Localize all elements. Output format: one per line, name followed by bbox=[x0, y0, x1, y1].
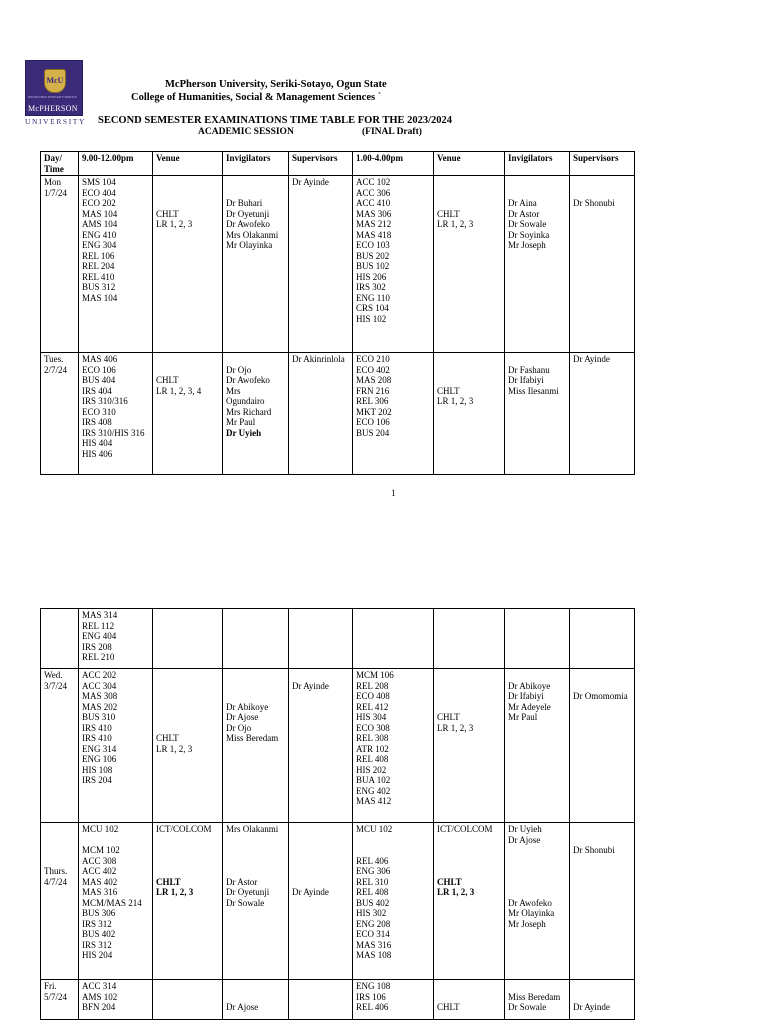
am-venue-ict: ICT/COLCOM bbox=[156, 824, 212, 834]
cell-line: ENG 304 bbox=[82, 240, 117, 250]
cell-line: Dr Uyieh bbox=[226, 427, 262, 438]
cell-line: IRS 408 bbox=[82, 417, 112, 427]
header-venue-am: Venue bbox=[153, 152, 223, 176]
cell-line: IRS 208 bbox=[82, 641, 112, 652]
am-venue-main bbox=[156, 877, 219, 898]
am-invigilators bbox=[223, 980, 289, 1020]
cell-line: BUS 102 bbox=[356, 261, 390, 271]
cell-line: CHLT bbox=[156, 375, 179, 385]
cell-line: ECO 314 bbox=[356, 929, 390, 939]
logo-subname: UNIVERSITY bbox=[25, 117, 86, 126]
cell-line: MCM 102 bbox=[82, 845, 120, 855]
cell-line: CHLT bbox=[437, 385, 460, 396]
cell-line: Mr Paul bbox=[226, 417, 256, 427]
cell-line: Dr Awofeko bbox=[226, 219, 270, 229]
cell-line: Miss Beredam bbox=[226, 733, 279, 743]
pm-invigilators-main bbox=[508, 898, 566, 930]
timetable-page-2 bbox=[40, 608, 635, 1020]
am-venue bbox=[153, 823, 223, 980]
cell-line: ENG 404 bbox=[82, 631, 117, 641]
table-row-monday bbox=[41, 176, 635, 353]
cell-line: Dr Fashanu bbox=[508, 364, 550, 375]
cell-line: Mr Olayinka bbox=[226, 240, 273, 250]
empty-cell bbox=[153, 609, 223, 669]
cell-line: ENG 108 bbox=[356, 981, 391, 991]
cell-line: IRS 312 bbox=[82, 939, 112, 950]
cell-line: HIS 202 bbox=[356, 764, 387, 775]
cell-line: 1/7/24 bbox=[44, 187, 68, 198]
cell-line: Dr Ifabiyi bbox=[508, 691, 544, 701]
empty-cell bbox=[41, 609, 79, 669]
cell-line: Dr Shonubi bbox=[573, 198, 615, 208]
pm-supervisors bbox=[570, 823, 635, 980]
cell-line: Miss Ilesanmi bbox=[508, 385, 559, 396]
cell-line: MAS 104 bbox=[82, 208, 118, 219]
cell-line: 2/7/24 bbox=[44, 364, 68, 375]
cell-line: ECO 106 bbox=[356, 417, 390, 427]
cell-line: HIS 406 bbox=[82, 448, 113, 459]
cell-line: ENG 314 bbox=[82, 743, 117, 754]
cell-line: Mr Joseph bbox=[508, 240, 546, 250]
table-row-friday bbox=[41, 980, 635, 1020]
cell-line: MCU 102 bbox=[82, 824, 119, 834]
cell-line: Dr Ajose bbox=[508, 834, 541, 845]
cell-line: Dr Astor bbox=[226, 876, 258, 887]
cell-line: MAS 212 bbox=[356, 219, 392, 229]
am-courses bbox=[79, 176, 153, 353]
logo-name: McPHERSON bbox=[28, 104, 78, 113]
cell-line: HIS 206 bbox=[356, 271, 387, 282]
cell-line: AMS 104 bbox=[82, 219, 118, 229]
cell-line: REL 308 bbox=[356, 733, 389, 743]
am-supervisors bbox=[289, 176, 353, 353]
cell-line: Dr Soyinka bbox=[508, 229, 550, 240]
table-row-wednesday bbox=[41, 669, 635, 823]
pm-venue-ict: ICT/COLCOM bbox=[437, 824, 493, 834]
am-venue bbox=[153, 669, 223, 823]
cell-line: LR 1, 2, 3 bbox=[156, 887, 194, 897]
cell-line: HIS 304 bbox=[356, 712, 387, 722]
cell-line: Dr Ajose bbox=[226, 1002, 259, 1012]
cell-line: HIS 102 bbox=[356, 313, 387, 324]
cell-line: ECO 103 bbox=[356, 240, 390, 250]
shield-icon bbox=[44, 69, 66, 93]
am-invigilators bbox=[223, 353, 289, 475]
cell-line: Ogundairo bbox=[226, 396, 265, 406]
cell-line: ACC 410 bbox=[356, 198, 391, 208]
cell-line: MAS 314 bbox=[82, 610, 118, 620]
day-cell bbox=[41, 669, 79, 823]
cell-line: ACC 402 bbox=[82, 866, 117, 876]
cell-line: IRS 410 bbox=[82, 733, 112, 743]
empty-cell bbox=[289, 609, 353, 669]
cell-line: Dr Shonubi bbox=[573, 845, 615, 855]
cell-line: REL 406 bbox=[356, 855, 389, 866]
cell-line: REL 106 bbox=[82, 250, 115, 261]
cell-line: ACC 314 bbox=[82, 981, 117, 991]
am-invigilators-main bbox=[226, 877, 285, 909]
cell-line: LR 1, 2, 3 bbox=[437, 887, 475, 897]
pm-courses bbox=[353, 176, 434, 353]
cell-line: Thurs. bbox=[44, 866, 68, 876]
cell-line: Dr Abikoye bbox=[508, 680, 551, 691]
cell-line: ECO 210 bbox=[356, 354, 390, 364]
cell-line: LR 1, 2, 3, 4 bbox=[156, 385, 202, 396]
document-title: SECOND SEMESTER EXAMINATIONS TIME TABLE FOR THE 2023/2024 bbox=[98, 115, 453, 126]
cell-line: Dr Oyetunji bbox=[226, 208, 270, 219]
pm-courses bbox=[353, 353, 434, 475]
cell-line: BUS 202 bbox=[356, 250, 390, 261]
university-logo bbox=[25, 60, 86, 126]
header-am: 9.00-12.00pm bbox=[79, 152, 153, 176]
header-pm: 1.00-4.00pm bbox=[353, 152, 434, 176]
cell-line: REL 204 bbox=[82, 261, 115, 271]
cell-line: IRS 106 bbox=[356, 991, 386, 1002]
cell-line: HIS 204 bbox=[82, 950, 113, 960]
cell-line: REL 408 bbox=[356, 887, 389, 897]
pm-venue bbox=[434, 353, 505, 475]
cell-line: IRS 410 bbox=[82, 722, 112, 733]
cell-line: ECO 310 bbox=[82, 406, 116, 417]
session-label: ACADEMIC SESSION bbox=[198, 127, 294, 137]
cell-line: Dr Ojo bbox=[226, 722, 252, 733]
cell-line: Dr Buhari bbox=[226, 198, 263, 208]
timetable-page-1 bbox=[40, 151, 635, 475]
cell-line: CHLT bbox=[437, 712, 460, 722]
pm-invigilators bbox=[505, 823, 570, 980]
day-cell bbox=[41, 823, 79, 980]
cell-line: MAS 316 bbox=[82, 887, 118, 897]
cell-line: Dr Sowale bbox=[508, 219, 547, 229]
pm-courses bbox=[353, 980, 434, 1020]
header-row bbox=[41, 152, 635, 176]
cell-line: HIS 302 bbox=[356, 908, 387, 918]
cell-line: 5/7/24 bbox=[44, 991, 68, 1002]
cell-line: REL 210 bbox=[82, 652, 115, 662]
cell-line: BUS 306 bbox=[82, 908, 116, 918]
pm-supervisors bbox=[570, 176, 635, 353]
cell-line: 4/7/24 bbox=[44, 876, 68, 887]
cell-line: Wed. bbox=[44, 670, 63, 680]
am-courses bbox=[79, 980, 153, 1020]
empty-cell bbox=[353, 609, 434, 669]
header-invigilators-pm: Invigilators bbox=[505, 152, 570, 176]
cell-line: MCU 102 bbox=[356, 824, 393, 834]
cell-line: Dr Ayinde bbox=[292, 680, 329, 691]
cell-line: MAS 418 bbox=[356, 229, 392, 240]
cell-line: REL 112 bbox=[82, 620, 115, 631]
cell-line: Dr Ojo bbox=[226, 364, 252, 375]
cell-line: REL 306 bbox=[356, 396, 389, 406]
am-venue bbox=[153, 353, 223, 475]
crest-emblem bbox=[25, 60, 83, 116]
college-name: College of Humanities, Social & Management Sciences ` bbox=[131, 92, 382, 103]
cell-line: MAS 402 bbox=[82, 876, 118, 887]
day-cell bbox=[41, 176, 79, 353]
cell-line: BUS 402 bbox=[356, 897, 390, 908]
cell-line: MAS 316 bbox=[356, 939, 392, 950]
cell-line: BUS 204 bbox=[356, 427, 390, 438]
am-courses bbox=[79, 823, 153, 980]
pm-supervisors bbox=[570, 980, 635, 1020]
am-invigilators bbox=[223, 176, 289, 353]
cell-line: Dr Aina bbox=[508, 198, 537, 208]
cell-line: IRS 204 bbox=[82, 775, 112, 785]
pm-invigilators bbox=[505, 353, 570, 475]
cell-line: 3/7/24 bbox=[44, 680, 68, 691]
cell-line: LR 1, 2, 3 bbox=[437, 396, 474, 406]
cell-line: BUS 310 bbox=[82, 712, 116, 722]
cell-line: REL 412 bbox=[356, 701, 389, 712]
pm-invigilators bbox=[505, 176, 570, 353]
cell-line: Tues. bbox=[44, 354, 64, 364]
empty-cell bbox=[505, 609, 570, 669]
cell-line: Dr Abikoye bbox=[226, 701, 269, 712]
cell-line: ACC 304 bbox=[82, 680, 117, 691]
cell-line: MAS 306 bbox=[356, 208, 392, 219]
cell-line: LR 1, 2, 3 bbox=[156, 219, 193, 229]
cell-line: Dr Sowale bbox=[508, 1002, 547, 1012]
am-courses bbox=[79, 669, 153, 823]
cell-line: Dr Sowale bbox=[226, 897, 265, 908]
cell-line: BUS 404 bbox=[82, 375, 116, 385]
cell-line: Dr Ayinde bbox=[292, 177, 329, 187]
cell-line: LR 1, 2, 3 bbox=[437, 722, 474, 733]
cell-line: Mr Adeyele bbox=[508, 701, 551, 712]
cell-line: ENG 410 bbox=[82, 229, 117, 240]
cell-line: REL 406 bbox=[356, 1002, 389, 1012]
cell-line: Mrs bbox=[226, 385, 241, 396]
cell-line: REL 310 bbox=[356, 876, 389, 887]
cell-line: FRN 216 bbox=[356, 385, 390, 396]
cell-line: BUS 402 bbox=[82, 929, 116, 939]
cell-line: ECO 404 bbox=[82, 187, 116, 198]
am-courses bbox=[79, 353, 153, 475]
table-row-continued bbox=[41, 609, 635, 669]
cell-line: ENG 208 bbox=[356, 918, 391, 929]
cell-line: CHLT bbox=[437, 208, 460, 219]
cell-line: Dr Oyetunji bbox=[226, 887, 270, 897]
cell-line: Mr Joseph bbox=[508, 918, 546, 929]
pm-supervisors bbox=[570, 669, 635, 823]
header-time-line: Time bbox=[44, 163, 64, 174]
cell-line: MCM/MAS 214 bbox=[82, 897, 142, 908]
logo-initials: McU bbox=[46, 76, 64, 85]
cell-line: Dr Akinrinlola bbox=[292, 354, 345, 364]
cell-line: BFN 204 bbox=[82, 1002, 116, 1012]
day-cell bbox=[41, 980, 79, 1020]
university-name: McPherson University, Seriki-Sotayo, Ogun State bbox=[165, 79, 387, 90]
cell-line: CHLT bbox=[437, 1002, 460, 1012]
logo-motto: KNOWLEDGE INTEGRITY SERVICE bbox=[28, 95, 77, 99]
cell-line: HIS 108 bbox=[82, 764, 113, 775]
cell-line: Dr Omomomia bbox=[573, 691, 628, 701]
cell-line: CHLT bbox=[437, 876, 462, 887]
header-supervisors-am: Supervisors bbox=[289, 152, 353, 176]
cell-line: REL 208 bbox=[356, 680, 389, 691]
cell-line: Mr Olayinka bbox=[508, 908, 555, 918]
header-invigilators-am: Invigilators bbox=[223, 152, 289, 176]
am-supervisors bbox=[289, 353, 353, 475]
cell-line: BUS 312 bbox=[82, 282, 116, 292]
cell-line: SMS 104 bbox=[82, 177, 116, 187]
am-invigilators bbox=[223, 669, 289, 823]
cell-line: MAS 108 bbox=[356, 950, 392, 960]
header-supervisors-pm: Supervisors bbox=[570, 152, 635, 176]
cell-line: MAS 412 bbox=[356, 796, 392, 806]
pm-courses bbox=[353, 823, 434, 980]
header-day-line: Day/ bbox=[44, 153, 62, 163]
cell-line: Mon bbox=[44, 177, 62, 187]
cell-line: ACC 102 bbox=[356, 177, 391, 187]
cell-line: MKT 202 bbox=[356, 406, 392, 417]
table-row-tuesday bbox=[41, 353, 635, 475]
cell-line: LR 1, 2, 3 bbox=[156, 743, 193, 754]
cell-line: Dr Ajose bbox=[226, 712, 259, 722]
cell-line: ACC 202 bbox=[82, 670, 117, 680]
cell-line: Dr Astor bbox=[508, 208, 540, 219]
cell-line: MAS 104 bbox=[82, 292, 118, 303]
table-row-thursday bbox=[41, 823, 635, 980]
am-supervisors bbox=[289, 669, 353, 823]
cell-line: Dr Uyieh bbox=[508, 824, 542, 834]
cell-line: ECO 308 bbox=[356, 722, 390, 733]
empty-cell bbox=[570, 609, 635, 669]
cell-line: IRS 302 bbox=[356, 282, 386, 292]
cell-line: HIS 404 bbox=[82, 438, 113, 448]
cell-line: Dr Awofeko bbox=[508, 897, 552, 908]
cell-line: MCM 106 bbox=[356, 670, 394, 680]
cell-line: ENG 402 bbox=[356, 785, 391, 796]
cell-line: Dr Ayinde bbox=[573, 1002, 610, 1012]
empty-cell bbox=[153, 980, 223, 1020]
cell-line: ECO 408 bbox=[356, 691, 390, 701]
am-courses bbox=[79, 609, 153, 669]
pm-venue bbox=[434, 823, 505, 980]
cell-line: ENG 306 bbox=[356, 866, 391, 876]
cell-line: LR 1, 2, 3 bbox=[437, 219, 474, 229]
header-day bbox=[41, 152, 79, 176]
am-invigilator-ict: Mrs Olakanmi bbox=[226, 824, 279, 834]
cell-line: CHLT bbox=[156, 208, 179, 219]
pm-invigilators bbox=[505, 669, 570, 823]
cell-line: MAS 406 bbox=[82, 354, 118, 364]
cell-line: Dr Ayinde bbox=[573, 354, 610, 364]
pm-supervisors bbox=[570, 353, 635, 475]
draft-label: (FINAL Draft) bbox=[362, 127, 422, 137]
header-venue-pm: Venue bbox=[434, 152, 505, 176]
pm-courses bbox=[353, 669, 434, 823]
cell-line: ECO 106 bbox=[82, 364, 116, 375]
day-cell bbox=[41, 353, 79, 475]
cell-line: MAS 308 bbox=[82, 691, 118, 701]
cell-line: Mrs Olakanmi bbox=[226, 229, 279, 240]
cell-line: Miss Beredam bbox=[508, 991, 561, 1002]
pm-invigilators bbox=[505, 980, 570, 1020]
cell-line: ECO 202 bbox=[82, 198, 116, 208]
cell-line: REL 408 bbox=[356, 754, 389, 764]
cell-line: IRS 310/316 bbox=[82, 396, 128, 406]
cell-line: IRS 312 bbox=[82, 918, 112, 929]
cell-line: ACC 308 bbox=[82, 855, 117, 866]
cell-line: CHLT bbox=[156, 876, 181, 887]
cell-line: ENG 110 bbox=[356, 292, 390, 303]
am-venue bbox=[153, 176, 223, 353]
cell-line: Fri. bbox=[44, 981, 57, 991]
empty-cell bbox=[289, 980, 353, 1020]
cell-line: MAS 202 bbox=[82, 701, 118, 712]
am-invigilators bbox=[223, 823, 289, 980]
cell-line: IRS 404 bbox=[82, 385, 112, 396]
cell-line: ECO 402 bbox=[356, 364, 390, 375]
empty-cell bbox=[434, 609, 505, 669]
page-number: 1 bbox=[391, 488, 396, 498]
pm-venue-main bbox=[437, 877, 501, 898]
cell-line: CRS 104 bbox=[356, 303, 389, 313]
cell-line: Dr Awofeko bbox=[226, 375, 270, 385]
cell-line: CHLT bbox=[156, 733, 179, 743]
pm-venue bbox=[434, 669, 505, 823]
cell-line: AMS 102 bbox=[82, 991, 118, 1002]
cell-line: Dr Ayinde bbox=[292, 887, 329, 897]
cell-line: MAS 208 bbox=[356, 375, 392, 385]
cell-line: Mr Paul bbox=[508, 712, 538, 722]
cell-line: Dr Ifabiyi bbox=[508, 375, 544, 385]
pm-invigilators-ict bbox=[508, 824, 566, 845]
empty-cell bbox=[223, 609, 289, 669]
am-supervisors bbox=[289, 823, 353, 980]
cell-line: ACC 306 bbox=[356, 187, 391, 198]
cell-line: BUA 102 bbox=[356, 775, 391, 785]
cell-line: ATR 102 bbox=[356, 743, 389, 754]
cell-line: IRS 310/HIS 316 bbox=[82, 427, 145, 438]
pm-venue bbox=[434, 176, 505, 353]
cell-line: REL 410 bbox=[82, 271, 115, 282]
cell-line: Mrs Richard bbox=[226, 406, 272, 417]
cell-line: ENG 106 bbox=[82, 754, 117, 764]
pm-venue bbox=[434, 980, 505, 1020]
